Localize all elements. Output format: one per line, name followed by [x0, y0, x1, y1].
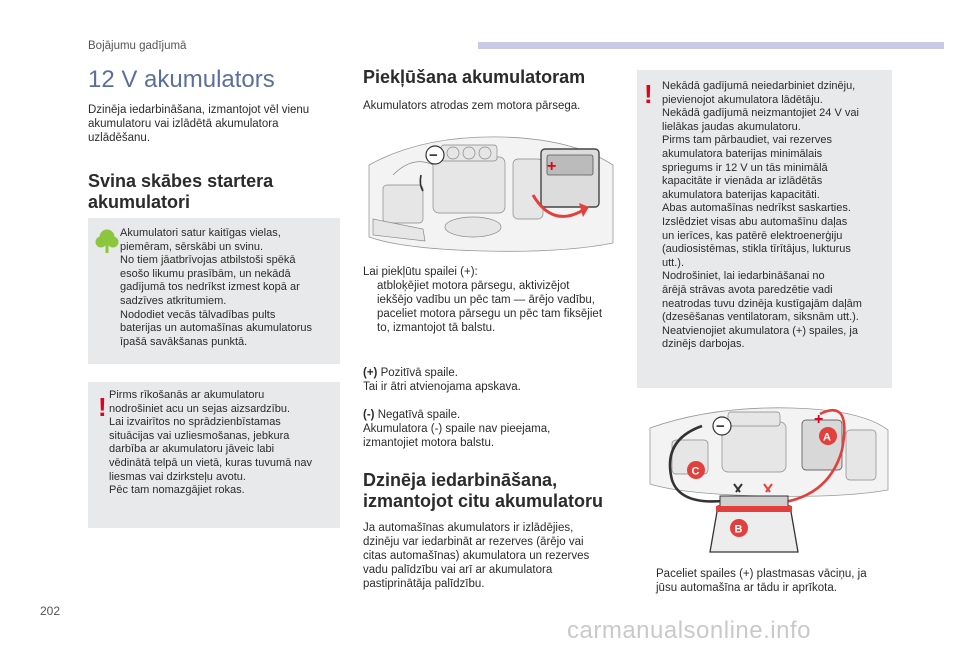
page-number: 202 — [40, 604, 61, 618]
section-heading-access: Piekļūšana akumulatoram — [363, 67, 586, 87]
header-bar — [478, 42, 944, 49]
jump-start-text: Ja automašīnas akumulators ir izlādējies, dzinēju var iedarbināt ar rezerves (ārējo vai citas automašīnas) akumulatora un rezerves vadu palīdzību vai arī ar akumulatora pastiprinātāja palīdzību. — [363, 522, 590, 590]
access-instructions: Lai piekļūtu spailei (+): atbloķējiet motora pārsegu, aktivizējot iekšējo vadību un pēc tam — ārējo vadību, paceliet motora pārsegu un pēc tam fiksējiet to, izmantojot tā balstu. — [363, 265, 625, 335]
eco-tree-icon — [94, 228, 120, 254]
label-c-badge: C — [691, 465, 700, 478]
warning-icon: ! — [98, 392, 107, 422]
plus-sign: + — [814, 411, 824, 428]
label-a-badge: A — [823, 431, 831, 444]
jump-start-warning-box — [637, 70, 892, 388]
intro-text: Dzinēja iedarbināšana, izmantojot vēl vienu akumulatoru vai izlādētā akumulatora uzlādēšanu. — [88, 104, 310, 144]
step-item: Paceliet spailes (+) plastmasas vāciņu, ja jūsu automašīna ar tādu ir aprīkota. — [642, 567, 892, 595]
section-header: Bojājumu gadījumā — [88, 40, 187, 52]
bullet-icon — [363, 307, 377, 335]
safety-warning-box — [88, 382, 340, 528]
section-heading-jump-start: Dzinēja iedarbināšana, izmantojot citu akumulatoru — [363, 470, 604, 511]
bullet-icon — [642, 567, 656, 595]
section-heading-lead-acid: Svina skābes startera akumulatori — [88, 171, 274, 212]
minus-sign: − — [429, 147, 438, 164]
bullet-icon — [363, 279, 377, 307]
plus-sign: + — [547, 158, 557, 175]
watermark: carmanualsonline.info — [567, 617, 811, 644]
step-item: paceliet motora pārsegu un pēc tam fiksējiet to, izmantojot tā balstu. — [363, 307, 625, 335]
access-intro: Akumulators atrodas zem motora pārsega. — [363, 100, 581, 112]
engine-bay-illustration — [363, 125, 617, 255]
plus-terminal-info: (+) Pozitīvā spaile. Tai ir ātri atvienojama apskava. — [363, 367, 521, 393]
safety-warning-text: Pirms rīkošanās ar akumulatoru nodrošiniet acu un sejas aizsardzību. Lai izvairītos no sprādzienbīstamas situācijas vai uzliesmošanas, jebkura darbība ar akumulatoru jāveic labi vēdinātā telpā un vietā, kuras tuvumā nav liesmas vai dzirksteļu avotu. Pēc tam nomazgājiet rokas. — [109, 389, 313, 497]
jump-start-warning-text: Nekādā gadījumā neiedarbiniet dzinēju, pievienojot akumulatora lādētāju. Nekādā gadījumā neizmantojiet 24 V vai lielākas jaudas akumulatoru. Pirms tam pārbaudiet, vai rezerves akumulatora baterijas minimālais spriegums ir 12 V un tās minimālā kapacitāte ir vienāda ar izlādētās akumulatora baterijas kapacitāti. Abas automašīnas nedrīkst saskarties. Izslēdziet visas abu automašīnu daļas un ierīces, kas patērē elektroenerģiju (audiosistēmas, stikla tīrītājus, lukturus utt.). Nodrošiniet, lai iedarbināšanai no ārējā strāvas avota paredzētie vadi neatrodas tuvu dzinēja kustīgajām daļām (dzesēšanas ventilatoram, siksnām utt.). Neatvienojiet akumulatora (+) spailes, ja dzinējs darbojas. — [662, 80, 862, 351]
label-b-badge: B — [734, 523, 743, 536]
page-title: 12 V akumulators — [88, 66, 275, 93]
right-step — [642, 567, 892, 595]
step-item: atbloķējiet motora pārsegu, aktivizējot iekšējo vadību un pēc tam — ārējo vadību, — [363, 279, 625, 307]
eco-note-text: Akumulatori satur kaitīgas vielas, piemēram, sērskābi un svinu. No tiem jāatbrīvojas atbilstoši spēkā esošo likumu prasībām, un nekādā gadījumā tos nedrīkst izmest kopā ar sadzīves atkritumiem. Nododiet vecās tālvadības pults baterijas un automašīnas akumulatorus īpašā savākšanas punktā. — [120, 227, 312, 348]
minus-sign: − — [716, 418, 725, 435]
eco-note-box — [88, 218, 340, 364]
jump-start-illustration — [642, 400, 892, 560]
minus-terminal-info: (-) Negatīvā spaile. Akumulatora (-) spaile nav pieejama, izmantojiet motora balstu. — [363, 409, 551, 449]
warning-icon: ! — [644, 79, 653, 109]
